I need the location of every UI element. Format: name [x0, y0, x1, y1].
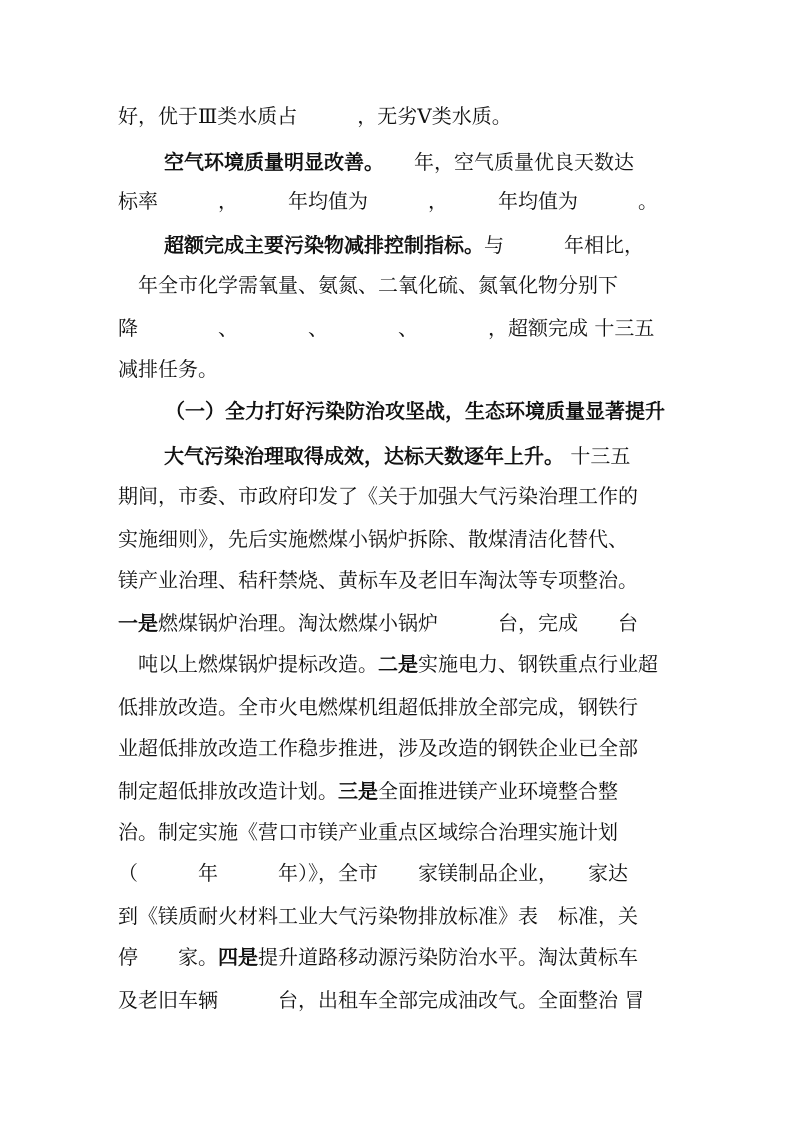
section-heading	[165, 394, 725, 428]
text-line-21	[118, 940, 678, 974]
text-segment: 业超低排放改造工作稳步推进，涉及改造的钢铁企业已全部	[118, 736, 638, 760]
text-line-7	[118, 352, 678, 386]
text-line-17	[118, 774, 678, 808]
text-line-5	[118, 268, 678, 302]
text-line-4	[164, 228, 678, 262]
text-segment: 制定超低排放改造计划。	[118, 779, 338, 803]
text-line-2	[164, 145, 678, 179]
text-segment: 与 年相比，	[484, 233, 644, 257]
text-segment: 治。制定实施《营口市镁产业重点区域综合治理实施计划	[118, 820, 618, 844]
text-segment: 减排任务。	[118, 357, 218, 381]
text-line-9	[164, 439, 678, 473]
text-segment: 十三五	[564, 444, 631, 468]
text-line-1	[118, 99, 678, 133]
bold-text-segment: 一是	[118, 611, 158, 635]
bold-text-segment: 三是	[338, 779, 378, 803]
text-line-13	[118, 606, 678, 640]
bold-text-segment: （一）全力打好污染防治攻坚战，生态环境质量显著提升	[165, 399, 665, 423]
text-segment: 全面推进镁产业环境整合整	[378, 779, 618, 803]
text-segment: 低排放改造。全市火电燃煤机组超低排放全部完成，钢铁行	[118, 695, 638, 719]
text-segment: 提升道路移动源污染防治水平。淘汰黄标车	[258, 945, 638, 969]
text-line-15	[118, 690, 678, 724]
text-segment: 好，优于Ⅲ类水质占 ，无劣Ⅴ类水质。	[118, 104, 512, 128]
text-segment: 实施细则》，先后实施燃煤小锅炉拆除、散煤清洁化替代、	[118, 527, 628, 551]
text-line-22	[118, 983, 678, 1017]
text-line-12	[118, 563, 678, 597]
text-line-3	[118, 184, 678, 218]
bold-text-segment: 超额完成主要污染物减排控制指标。	[164, 233, 484, 257]
text-segment: 及老旧车辆 台，出租车全部完成油改气。全面整治 冒	[118, 988, 645, 1012]
text-segment: 停 家。	[118, 945, 218, 969]
bold-text-segment: 四是	[218, 945, 258, 969]
text-segment: 降 、 、 、 ，超额完成 十三五	[118, 316, 655, 340]
bold-text-segment: 大气污染治理取得成效，达标天数逐年上升。	[164, 444, 564, 468]
text-line-16	[118, 731, 678, 765]
text-line-19	[118, 856, 678, 890]
text-segment: 年，空气质量优良天数达	[374, 150, 634, 174]
text-segment: （ 年 年）》，全市 家镁制品企业， 家达	[118, 861, 628, 885]
text-segment: 到《镁质耐火材料工业大气污染物排放标准》表 标准，关	[118, 904, 638, 928]
text-segment: 期间，市委、市政府印发了《关于加强大气污染治理工作的	[118, 484, 638, 508]
text-line-11	[118, 522, 678, 556]
text-line-18	[118, 815, 678, 849]
text-line-20	[118, 899, 678, 933]
text-segment: 吨以上燃煤锅炉提标改造。	[118, 652, 378, 676]
text-line-10	[118, 479, 678, 513]
text-segment: 年全市化学需氧量、氨氮、二氧化硫、氮氧化物分别下	[118, 273, 618, 297]
bold-text-segment: 二是	[378, 652, 418, 676]
text-segment: 标率 ， 年均值为 ， 年均值为 。	[118, 189, 658, 213]
text-segment: 燃煤锅炉治理。淘汰燃煤小锅炉 台，完成 台	[158, 611, 638, 635]
text-segment: 镁产业治理、秸秆禁烧、黄标车及老旧车淘汰等专项整治。	[118, 568, 638, 592]
text-segment: 实施电力、钢铁重点行业超	[418, 652, 658, 676]
text-line-6	[118, 311, 678, 345]
bold-text-segment: 空气环境质量明显改善。	[164, 150, 374, 174]
text-line-14	[118, 647, 678, 681]
